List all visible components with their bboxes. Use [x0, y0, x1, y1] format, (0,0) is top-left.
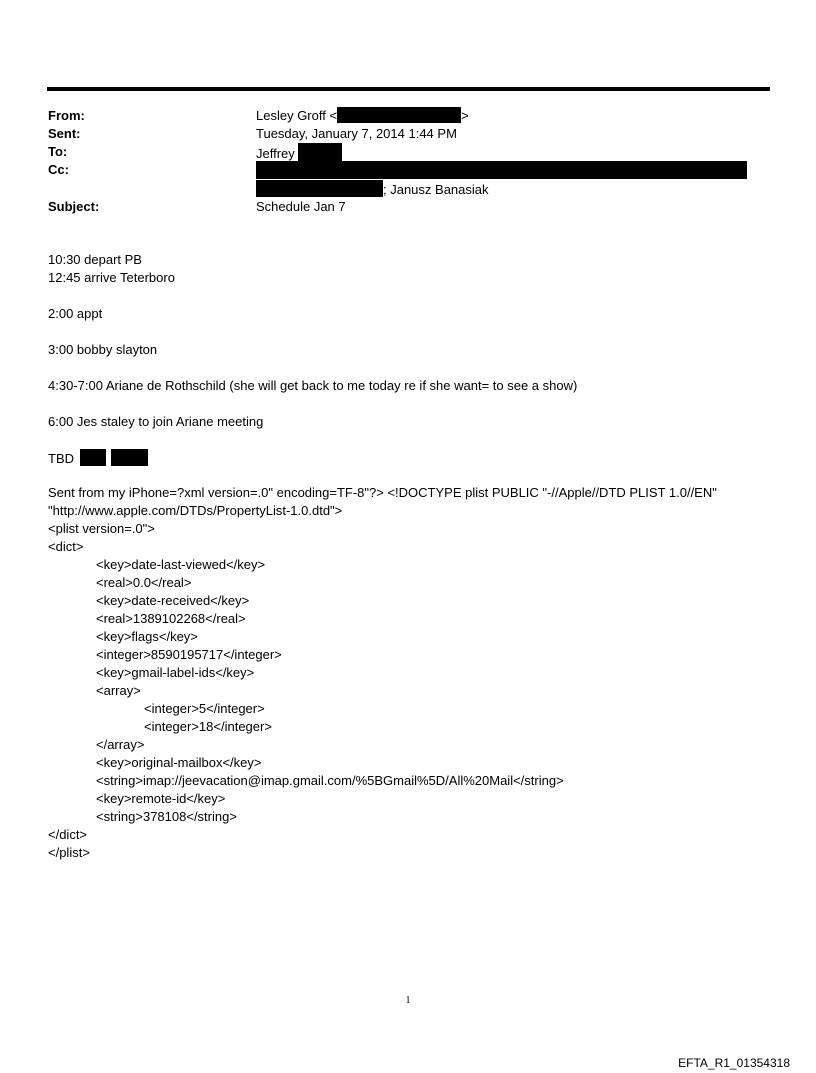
schedule-line: 10:30 depart PB: [48, 252, 142, 267]
tbd-label: TBD: [48, 451, 74, 466]
to-label: To:: [48, 144, 68, 159]
plist-line: <key>date-received</key>: [96, 593, 250, 608]
cc-tail: ; Janusz Banasiak: [383, 182, 489, 197]
schedule-line: 3:00 bobby slayton: [48, 342, 158, 357]
page-number: 1: [405, 995, 411, 1006]
cc-value: [256, 180, 489, 199]
redaction-box: [80, 449, 106, 466]
dtd-url-line: "http://www.apple.com/DTDs/PropertyList-1.0.dtd">: [48, 503, 343, 518]
redaction-box: [298, 143, 342, 161]
plist-line: </plist>: [48, 845, 90, 860]
sent-from-line: Sent from my iPhone=?xml version=.0" encoding=TF-8"?> <!DOCTYPE plist PUBLIC "-//Apple//DTD PLIST 1.0//EN": [48, 485, 717, 500]
plist-line: <integer>5</integer>: [144, 701, 265, 716]
plist-line: <key>flags</key>: [96, 629, 198, 644]
from-label: From:: [48, 108, 85, 123]
schedule-line: 4:30-7:00 Ariane de Rothschild (she will get back to me today re if she want= to see a show): [48, 378, 578, 393]
subject-value: Schedule Jan 7: [256, 199, 346, 214]
email-body: [48, 251, 788, 862]
plist-line: <integer>8590195717</integer>: [96, 647, 282, 662]
plist-line: <plist version=.0">: [48, 521, 155, 536]
to-name: Jeffrey: [256, 146, 295, 161]
redaction-box: [337, 107, 461, 123]
plist-line: </array>: [96, 737, 145, 752]
redaction-box: [111, 449, 148, 466]
from-value: [256, 107, 469, 125]
plist-line: <array>: [96, 683, 141, 698]
redaction-box: [256, 161, 747, 179]
plist-line: <string>imap://jeevacation@imap.gmail.com/%5BGmail%5D/All%20Mail</string>: [96, 773, 564, 788]
plist-line: <real>1389102268</real>: [96, 611, 246, 626]
sent-label: Sent:: [48, 126, 81, 141]
bates-id: EFTA_R1_01354318: [678, 1056, 790, 1070]
cc-redacted-line: [256, 161, 747, 181]
plist-line: <key>gmail-label-ids</key>: [96, 665, 255, 680]
plist-line: <key>remote-id</key>: [96, 791, 226, 806]
schedule-line: 12:45 arrive Teterboro: [48, 270, 175, 285]
plist-line: <key>original-mailbox</key>: [96, 755, 262, 770]
header-rule: [47, 87, 770, 91]
plist-line: </dict>: [48, 827, 88, 842]
schedule-line: 2:00 appt: [48, 306, 103, 321]
subject-label: Subject:: [48, 199, 100, 214]
from-close: >: [461, 108, 469, 123]
plist-line: <integer>18</integer>: [144, 719, 272, 734]
sent-value: Tuesday, January 7, 2014 1:44 PM: [256, 126, 457, 141]
to-value: [256, 143, 342, 163]
plist-line: <real>0.0</real>: [96, 575, 192, 590]
schedule-line: 6:00 Jes staley to join Ariane meeting: [48, 414, 264, 429]
plist-line: <string>378108</string>: [96, 809, 237, 824]
cc-label: Cc:: [48, 162, 69, 177]
from-name: Lesley Groff <: [256, 108, 338, 123]
plist-line: <key>date-last-viewed</key>: [96, 557, 266, 572]
plist-line: <dict>: [48, 539, 84, 554]
redaction-box: [256, 180, 383, 197]
schedule-line-tbd: [48, 449, 788, 467]
